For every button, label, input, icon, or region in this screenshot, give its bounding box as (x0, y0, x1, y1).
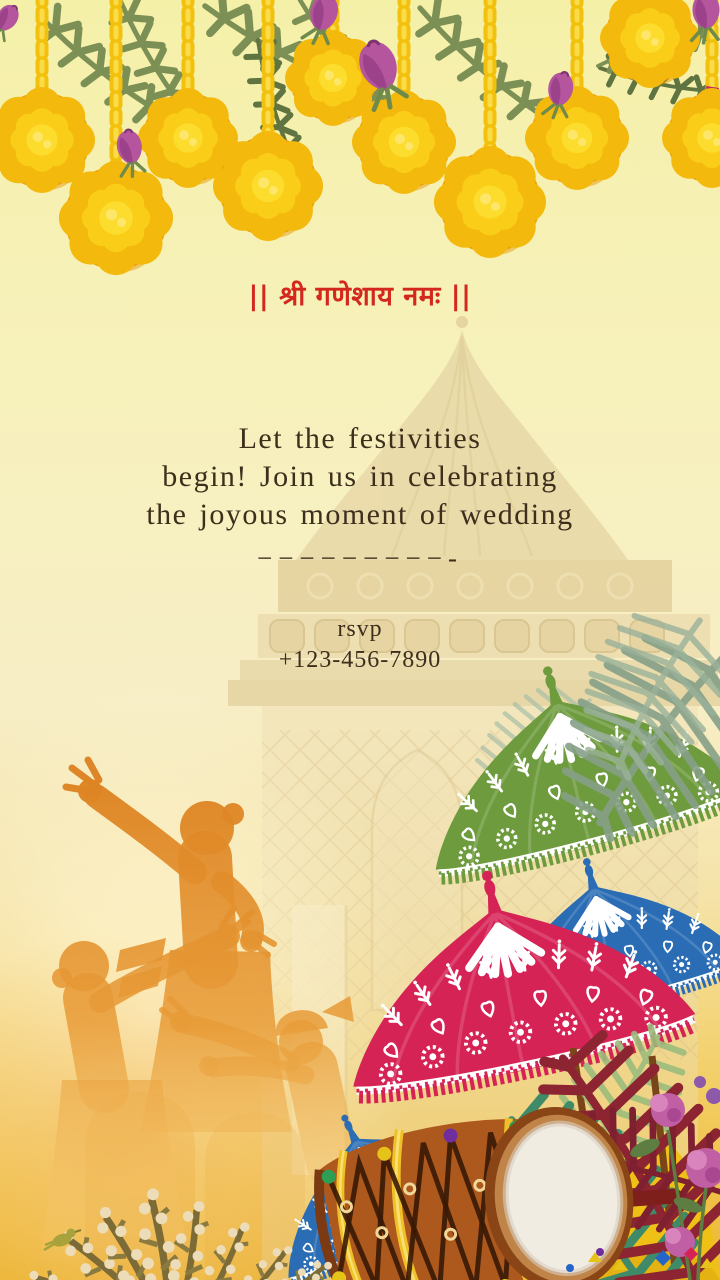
message-line: the joyous moment of wedding (146, 498, 574, 531)
divider-dashes: −−−−−−−−−- (256, 543, 464, 573)
rsvp-phone: +123-456-7890 (278, 647, 442, 673)
invocation-text: || श्री गणेशाय नमः || (248, 281, 472, 312)
message-line: begin! Join us in celebrating (162, 460, 558, 493)
message-line: Let the festivities (238, 422, 482, 455)
rsvp-label: rsvp (337, 616, 383, 642)
invitation-message (0, 420, 720, 534)
